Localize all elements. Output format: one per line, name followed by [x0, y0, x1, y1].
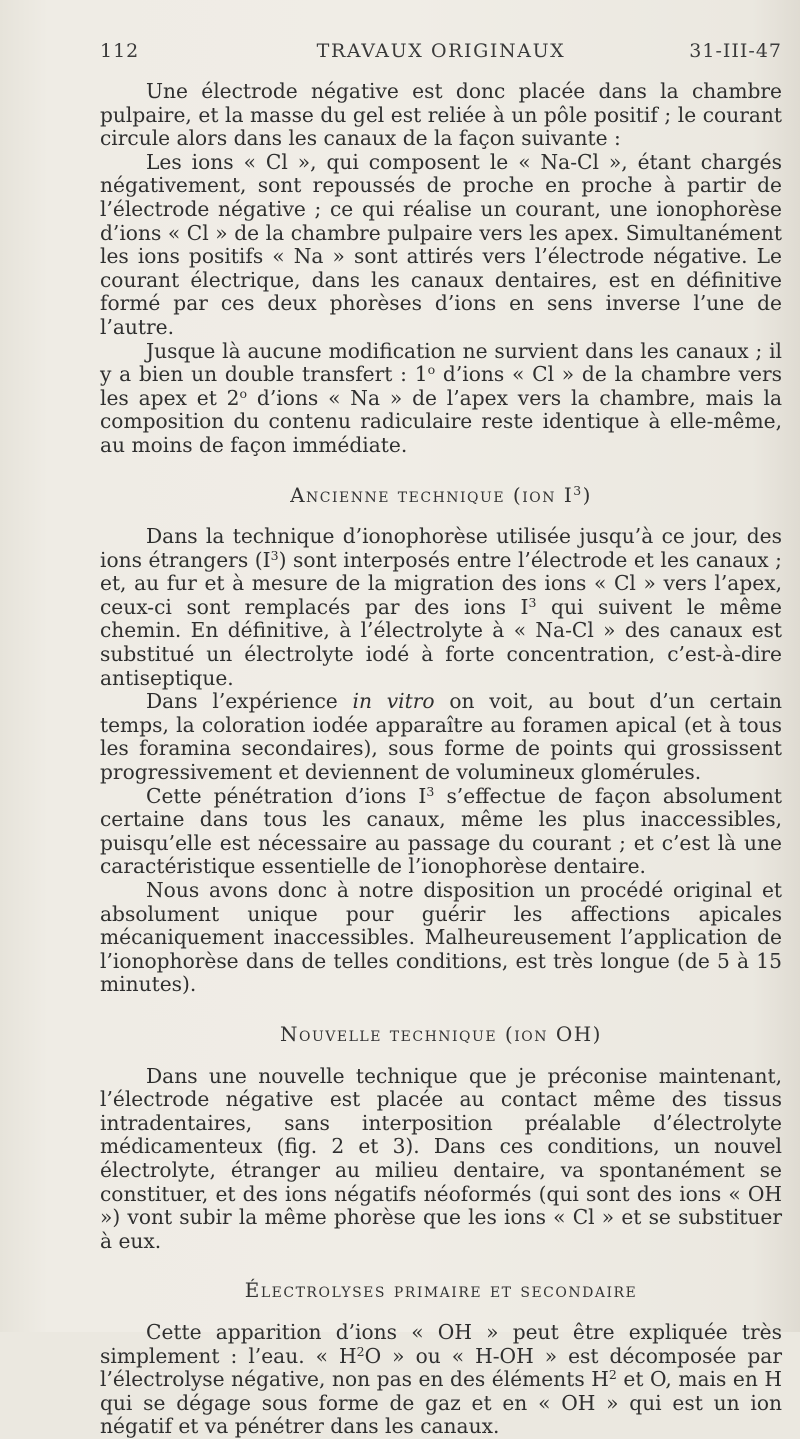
paragraph: Jusque là aucune modification ne survient dans les canaux ; il y a bien un double transfert : 1$^o$ d’ions « Cl » de la chambre vers les apex et 2$^o$ d’ions « Na » de l’apex vers la chambre, mais la composition du contenu radiculaire reste identique à elle-même, au moins de façon immédiate. — [100, 338, 782, 457]
paragraph: Dans la technique d’ionophorèse utilisée jusqu’à ce jour, des ions étrangers $(I^3)$ sont interposés entre l’électrode et les canaux ; et, au fur et à mesure de la migration des ions « Cl » vers l’apex, ceux-ci sont remplacés par des ions $I^3$ qui suivent le même chemin. En définitive, à l’électrolyte à « Na-Cl » des canaux est substitué un électrolyte iodé à forte concentration, c’est-à-dire antiseptique. — [100, 524, 782, 690]
page-header — [100, 40, 782, 70]
paragraph: Dans une nouvelle technique que je préconise maintenant, l’électrode négative est placée au contact même des tissus intradentaires, sans interposition préalable d’électrolyte médicamenteux (fig. 2 et 3). Dans ces conditions, un nouvel électrolyte, étranger au milieu dentaire, va spontanément se constituer, et des ions négatifs néoformés (qui sont des ions « OH ») vont subir la même phorèse que les ions « Cl » et se substituer à eux. — [100, 1063, 782, 1253]
paragraph: Une électrode négative est donc placée dans la chambre pulpaire, et la masse du gel est reliée à un pôle positif ; le courant circule alors dans les canaux de la façon suivante : — [100, 79, 782, 151]
paragraph: Dans l’expérience in vitro on voit, au bout d’un certain temps, la coloration iodée apparaître au foramen apical (et à tous les foramina secondaires), sous forme de points qui grossissent progressivement et deviennent de volumineux glomérules. — [100, 689, 782, 785]
paragraph: Nous avons donc à notre disposition un procédé original et absolument unique pour guérir les affections apicales mécaniquement inaccessibles. Malheureusement l’application de l’ionophorèse dans de telles conditions, est très longue (de 5 à 15 minutes). — [100, 878, 782, 997]
section-heading: Ancienne technique (ion $I^3$) — [290, 482, 592, 507]
article-body — [100, 80, 782, 1439]
section-heading: Électrolyses primaire et secondaire — [244, 1278, 638, 1303]
section-heading: Nouvelle technique (ion OH) — [280, 1021, 602, 1046]
paragraph: Les ions « Cl », qui composent le « Na-Cl », étant chargés négativement, sont repoussés de proche en proche à partir de l’électrode négative ; ce qui réalise un courant, une ionophorèse d’ions « Cl » de la chambre pulpaire vers les apex. Simultanément les ions positifs « Na » sont attirés vers l’électrode négative. Le courant électrique, dans les canaux dentaires, est en définitive formé par ces deux phorèses d’ions en sens inverse l’une de l’autre. — [100, 149, 782, 339]
paragraph: Cette apparition d’ions « OH » peut être expliquée très simplement : l’eau. « $H^2O$ » ou « H-OH » est décomposée par l’électrolyse négative, non pas en des éléments $H^2$ et O, mais en H qui se dégage sous forme de gaz et en « OH » qui est un ion négatif et va pénétrer dans les canaux. — [100, 1319, 782, 1439]
issue-date: 31-III-47 — [689, 40, 782, 62]
paragraph: Cette pénétration d’ions $I^3$ s’effectue de façon absolument certaine dans tous les canaux, même les plus inaccessibles, puisqu’elle est nécessaire au passage du courant ; et c’est là une caractéristique essentielle de l’ionophorèse dentaire. — [100, 783, 782, 879]
running-title: TRAVAUX ORIGINAUX — [316, 40, 566, 62]
page-number: 112 — [100, 40, 140, 62]
